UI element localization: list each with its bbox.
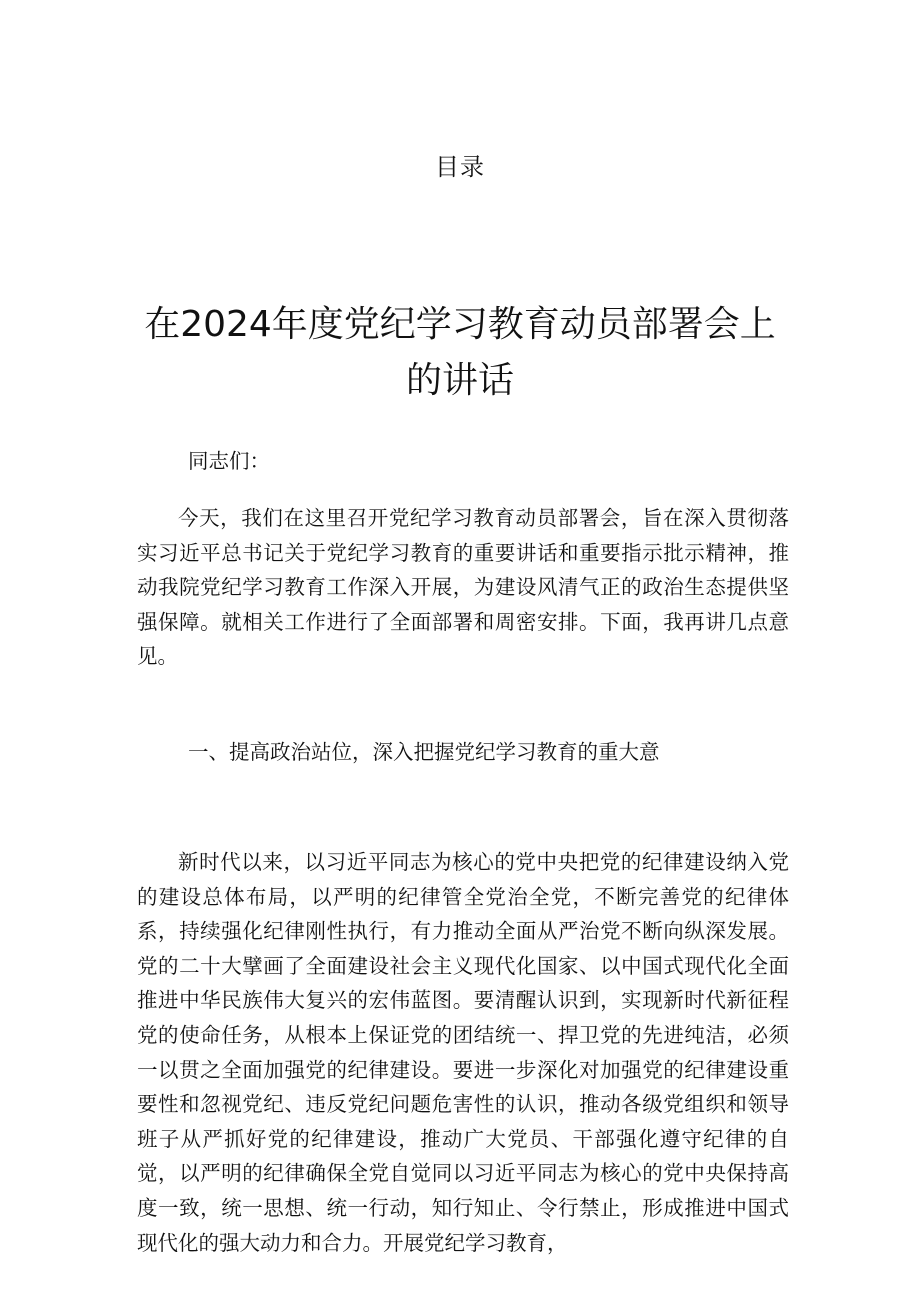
salutation: 同志们： [188, 449, 270, 473]
toc-heading: 目录 [435, 153, 485, 181]
paragraph-body: 新时代以来，以习近平同志为核心的党中央把党的纪律建设纳入党的建设总体布局，以严明的纪律管全党治全党，不断完善党的纪律体系，持续强化纪律刚性执行，有力推动全面从严治党不断向纵深发展。党的二十大擘画了全面建设社会主义现代化国家、以中国式现代化全面推进中华民族伟大复兴的宏伟蓝图。要清醒认识到，实现新时代新征程党的使命任务，从根本上保证党的团结统一、捍卫党的先进纯洁，必须一以贯之全面加强党的纪律建设。要进一步深化对加强党的纪律建设重要性和忽视党纪、违反党纪问题危害性的认识，推动各级党组织和领导班子从严抓好党的纪律建设，推动广大党员、干部强化遵守纪律的自觉，以严明的纪律确保全党自觉同以习近平同志为核心的党中央保持高度一致，统一思想、统一行动，知行知止、令行禁止，形成推进中国式现代化的强大动力和合力。开展党纪学习教育， [137, 850, 789, 1255]
section-heading-1: 一、提高政治站位，深入把握党纪学习教育的重大意 [188, 740, 660, 764]
document-title: 在2024年度党纪学习教育动员部署会上的讲话 [144, 304, 776, 401]
paragraph-opening: 今天，我们在这里召开党纪学习教育动员部署会，旨在深入贯彻落实习近平总书记关于党纪学习教育的重要讲话和重要指示批示精神，推动我院党纪学习教育工作深入开展，为建设风清气正的政治生态提供坚强保障。就相关工作进行了全面部署和周密安排。下面，我再讲几点意见。 [137, 506, 789, 669]
